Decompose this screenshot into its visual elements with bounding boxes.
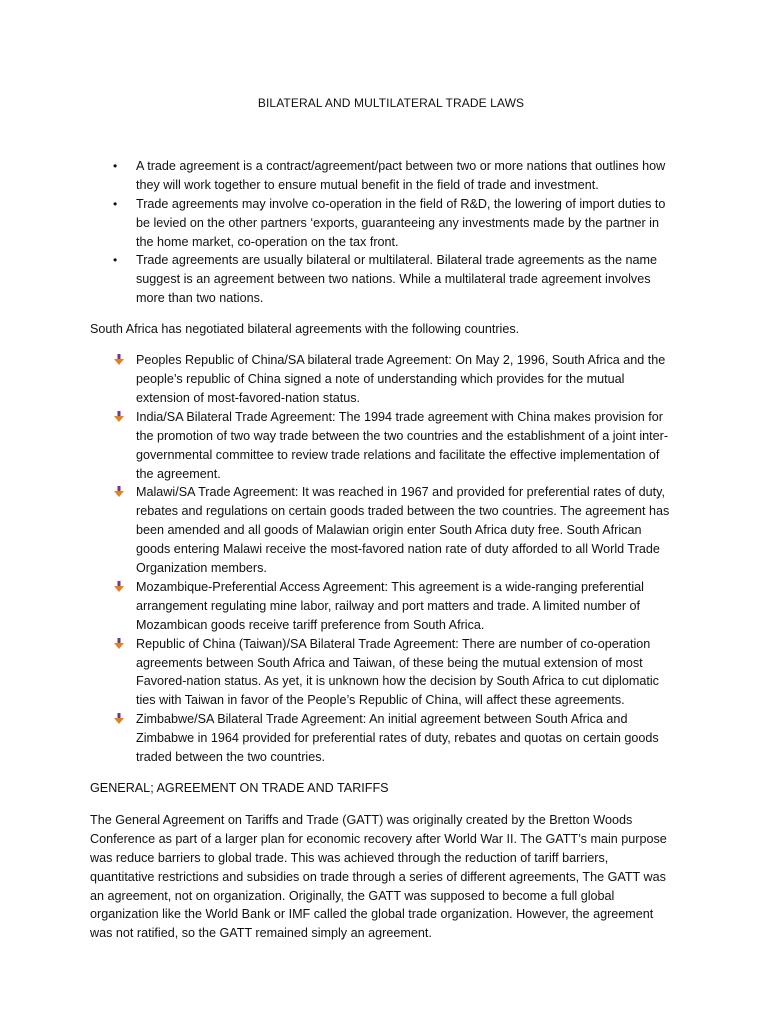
list-item-text: Trade agreements may involve co-operation in the field of R&D, the lowering of import duties to be levied on the other partners ‘exports, guaranteeing any investments made by the partner in the home market, co-operation on the tax front. (136, 196, 666, 249)
list-item (113, 157, 672, 195)
list-item (113, 195, 672, 252)
dot-bullet-icon: • (113, 196, 118, 211)
definition-list (90, 157, 672, 308)
arrow-bullet-icon (113, 354, 125, 366)
list-item-text: A trade agreement is a contract/agreement/pact between two or more nations that outlines how they will work together to ensure mutual benefit in the field of trade and investment. (136, 158, 666, 192)
arrow-bullet-icon (113, 411, 125, 423)
list-item (136, 710, 672, 767)
list-item-text: India/SA Bilateral Trade Agreement: The 1994 trade agreement with China makes provision for the promotion of two way trade between the two countries and the establishment of a joint inter-governmental committee to review trade relations and facilitate the effective implementation of the agreement. (136, 409, 669, 481)
list-item (136, 578, 672, 635)
list-item-text: Malawi/SA Trade Agreement: It was reached in 1967 and provided for preferential rates of duty, rebates and regulations on certain goods traded between the two countries. The agreement has been amended and all goods of Malawian origin enter South Africa duty free. South African goods entering Malawi receive the most-favored nation rate of duty afforded to all World Trade Organization members. (136, 485, 670, 576)
page-title: BILATERAL AND MULTILATERAL TRADE LAWS (257, 96, 525, 110)
list-item (136, 635, 672, 711)
dot-bullet-icon: • (113, 158, 118, 173)
arrow-bullet-icon (113, 713, 125, 725)
list-item-text: Republic of China (Taiwan)/SA Bilateral Trade Agreement: There are number of co-operation agreements between South Africa and Taiwan, of these being the mutual extension of most Favored-nation status. As yet, it is unknown how the decision by South Africa to cut diplomatic ties with Taiwan in favor of the People’s Republic of China, will affect these agreements. (136, 636, 659, 708)
arrow-bullet-icon (113, 581, 125, 593)
gatt-paragraph: The General Agreement on Tariffs and Trade (GATT) was originally created by the Bretton Woods Conference as part of a larger plan for economic recovery after World War II. The GATT’s main purpose was reduce barriers to global trade. This was achieved through the reduction of tariff barriers, quantitative restrictions and subsidies on trade through a series of different agreements, The GATT was an agreement, not on organization. Originally, the GATT was supposed to become a full global organization like the World Bank or IMF called the global trade organization. However, the agreement was not ratified, so the GATT remained simply an agreement. (90, 812, 667, 941)
dot-bullet-icon: • (113, 253, 118, 268)
list-item-text: Peoples Republic of China/SA bilateral trade Agreement: On May 2, 1996, South Africa and the people’s republic of China signed a note of understanding which provides for the mutual extension of most-favored-nation status. (136, 353, 666, 405)
list-item-text: Zimbabwe/SA Bilateral Trade Agreement: An initial agreement between South Africa and Zimbabwe in 1964 provided for preferential rates of duty, rebates and quotas on certain goods traded between the two countries. (136, 712, 659, 765)
list-item (136, 351, 672, 408)
arrow-bullet-icon (113, 486, 125, 498)
intro-paragraph: South Africa has negotiated bilateral agreements with the following countries. (90, 322, 520, 337)
list-item (136, 483, 672, 578)
list-item (136, 408, 672, 484)
list-item-text: Mozambique-Preferential Access Agreement: This agreement is a wide-ranging preferential arrangement regulating mine labor, railway and port matters and trade. A limited number of Mozambican goods receive tariff preference from South Africa. (136, 579, 644, 632)
list-item-text: Trade agreements are usually bilateral or multilateral. Bilateral trade agreements as the name suggest is an agreement between two nations. While a multilateral trade agreement involves more than two nations. (136, 253, 658, 306)
arrow-bullet-icon (113, 638, 125, 650)
agreement-list (90, 351, 672, 767)
section-heading: GENERAL; AGREEMENT ON TRADE AND TARIFFS (90, 781, 389, 795)
list-item (113, 251, 672, 308)
